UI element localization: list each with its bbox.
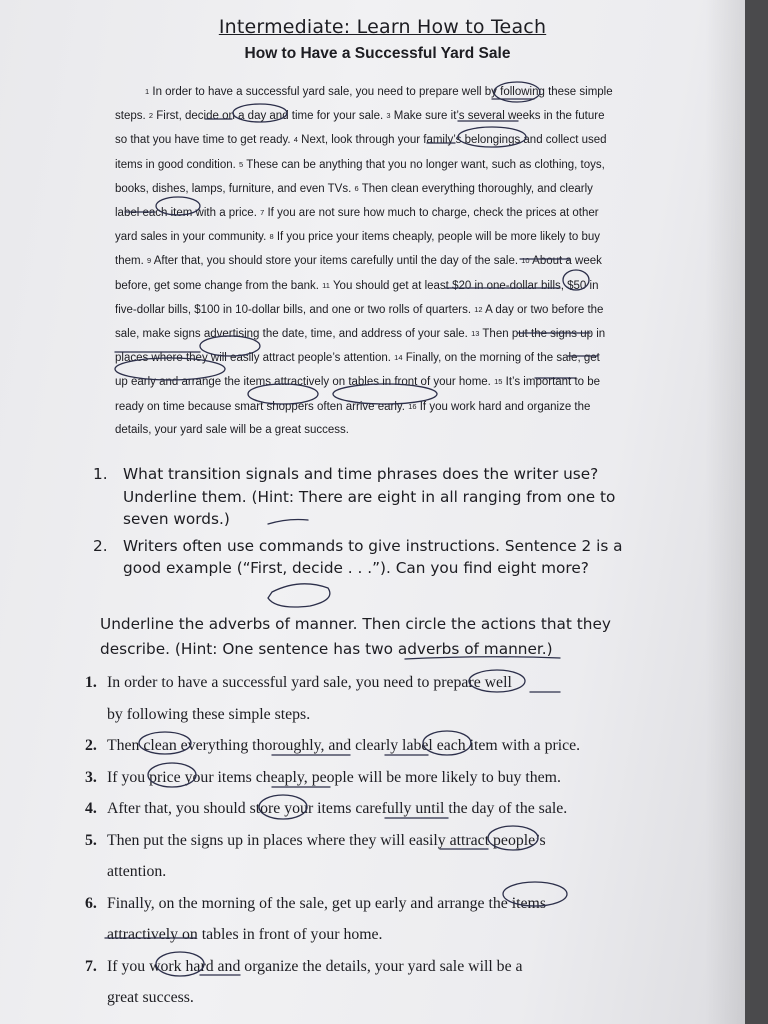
exercise-sentence: In order to have a successful yard sale, you need to prepare well: [107, 674, 512, 691]
sentence-number: 12: [474, 304, 483, 314]
pen-loop: [268, 584, 330, 607]
passage-sentence: You should get at least $20 in one-dollar bills, $50 in five-dollar bills, $100 in 10-dollar bills, and one or two rolls of quarters.: [115, 279, 599, 316]
exercise-item: [85, 951, 665, 1014]
exercise-item: [85, 667, 665, 730]
exercise-number: 7.: [85, 957, 97, 975]
sentence-number: 2: [148, 111, 154, 121]
document-title: How to Have a Successful Yard Sale: [244, 45, 511, 62]
exercise-sentence-continued: great success.: [107, 989, 194, 1006]
sentence-number: 9: [146, 256, 152, 266]
sentence-number: 13: [471, 329, 480, 339]
course-heading: Intermediate: Learn How to Teach: [218, 16, 547, 38]
exercise-number: 1.: [85, 674, 97, 691]
exercise-sentence-continued: attention.: [107, 863, 167, 880]
exercise-number: 2.: [85, 737, 97, 754]
passage-sentence: After that, you should store your items carefully until the day of the sale.: [153, 255, 519, 268]
question-item: [93, 463, 653, 531]
question-number: 2.: [93, 536, 108, 555]
sentence-number: 14: [394, 353, 403, 363]
question-number: 1.: [93, 465, 108, 483]
exercise-instructions: Underline the adverbs of manner. Then circle the actions that they describe. (Hint: One sentence has two adverbs of manner.): [100, 615, 611, 658]
exercise-number: 5.: [85, 831, 97, 849]
passage-sentence: First, decide on a day and time for your sale.: [156, 110, 384, 123]
passage-sentence: These can be anything that you no longer want, such as clothing, toys, books, dishes, lamps, furniture, and even TVs.: [115, 158, 605, 195]
exercise-number: 4.: [85, 800, 97, 817]
exercise-sentence-continued: by following these simple steps.: [107, 705, 311, 723]
sentence-number: 10: [521, 256, 530, 266]
exercise-sentence: Then clean everything thoroughly, and clearly label each item with a price.: [107, 737, 581, 754]
exercise-sentence: If you price your items cheaply, people will be more likely to buy them.: [107, 768, 561, 786]
reading-passage: [115, 80, 615, 442]
passage-sentence: It’s important to be ready on time because smart shoppers often arrive early.: [115, 376, 601, 413]
exercise-sentence-continued: attractively on tables in front of your home.: [107, 926, 383, 943]
question-text: What transition signals and time phrases does the writer use? Underline them. (Hint: There are eight in all ranging from one to seven words.): [123, 465, 616, 528]
exercise-sentence: Finally, on the morning of the sale, get up early and arrange the items: [107, 894, 546, 912]
sentence-number: 7: [260, 208, 265, 218]
passage-sentence: Next, look through your family’s belongings and collect used items in good condition.: [115, 134, 607, 171]
passage-sentence: A day or two before the sale, make signs advertising the date, time, and address of your sale.: [115, 303, 604, 341]
exercise-item: [85, 888, 665, 951]
exercise-sentence: Then put the signs up in places where they will easily attract people’s: [107, 831, 546, 849]
sentence-number: 5: [239, 159, 244, 169]
sentence-number: 16: [408, 401, 417, 411]
exercise-item: [85, 825, 665, 888]
exercise-number: 6.: [85, 894, 97, 912]
passage-sentence: Then put the signs up in places where they will easily attract people’s attention.: [115, 328, 606, 365]
sentence-number: 11: [322, 280, 330, 290]
question-text: Writers often use commands to give instructions. Sentence 2 is a good example (“First, decide . . .”). Can you find eight more?: [123, 536, 623, 577]
exercise-number: 3.: [85, 768, 97, 786]
sentence-number: 6: [354, 183, 359, 193]
passage-sentence: If you work hard and organize the details, your yard sale will be a great success.: [115, 400, 591, 436]
exercise-item: [85, 762, 665, 794]
passage-sentence: Finally, on the morning of the sale, get up early and arrange the items attractively on tables in front of your home.: [115, 352, 600, 389]
passage-sentence: If you are not sure how much to charge, check the prices at other yard sales in your community.: [115, 207, 599, 244]
passage-sentence: About a week before, get some change from the bank.: [115, 255, 602, 292]
passage-sentence: Then clean everything thoroughly, and clearly label each item with a price.: [115, 182, 593, 220]
sentence-number: 8: [269, 232, 274, 242]
passage-sentence: In order to have a successful yard sale, you need to prepare well by following these simple steps.: [115, 86, 613, 123]
exercise-sentence: After that, you should store your items carefully until the day of the sale.: [107, 800, 568, 817]
exercise-item: [85, 793, 665, 825]
sentence-number: 1: [145, 87, 150, 96]
sentence-number: 3: [386, 111, 391, 121]
passage-sentence: Make sure it’s several weeks in the future so that you have time to get ready.: [115, 110, 605, 147]
exercise-sentence: If you work hard and organize the details, your yard sale will be a: [107, 957, 523, 975]
passage-sentence: If you price your items cheaply, people will be more likely to buy them.: [115, 231, 601, 268]
sentence-number: 4: [293, 135, 298, 145]
question-list: [93, 463, 653, 584]
question-item: [93, 535, 653, 580]
exercise-sentence-list: [85, 667, 665, 1014]
exercise-item: [85, 730, 665, 762]
sentence-number: 15: [494, 377, 503, 387]
